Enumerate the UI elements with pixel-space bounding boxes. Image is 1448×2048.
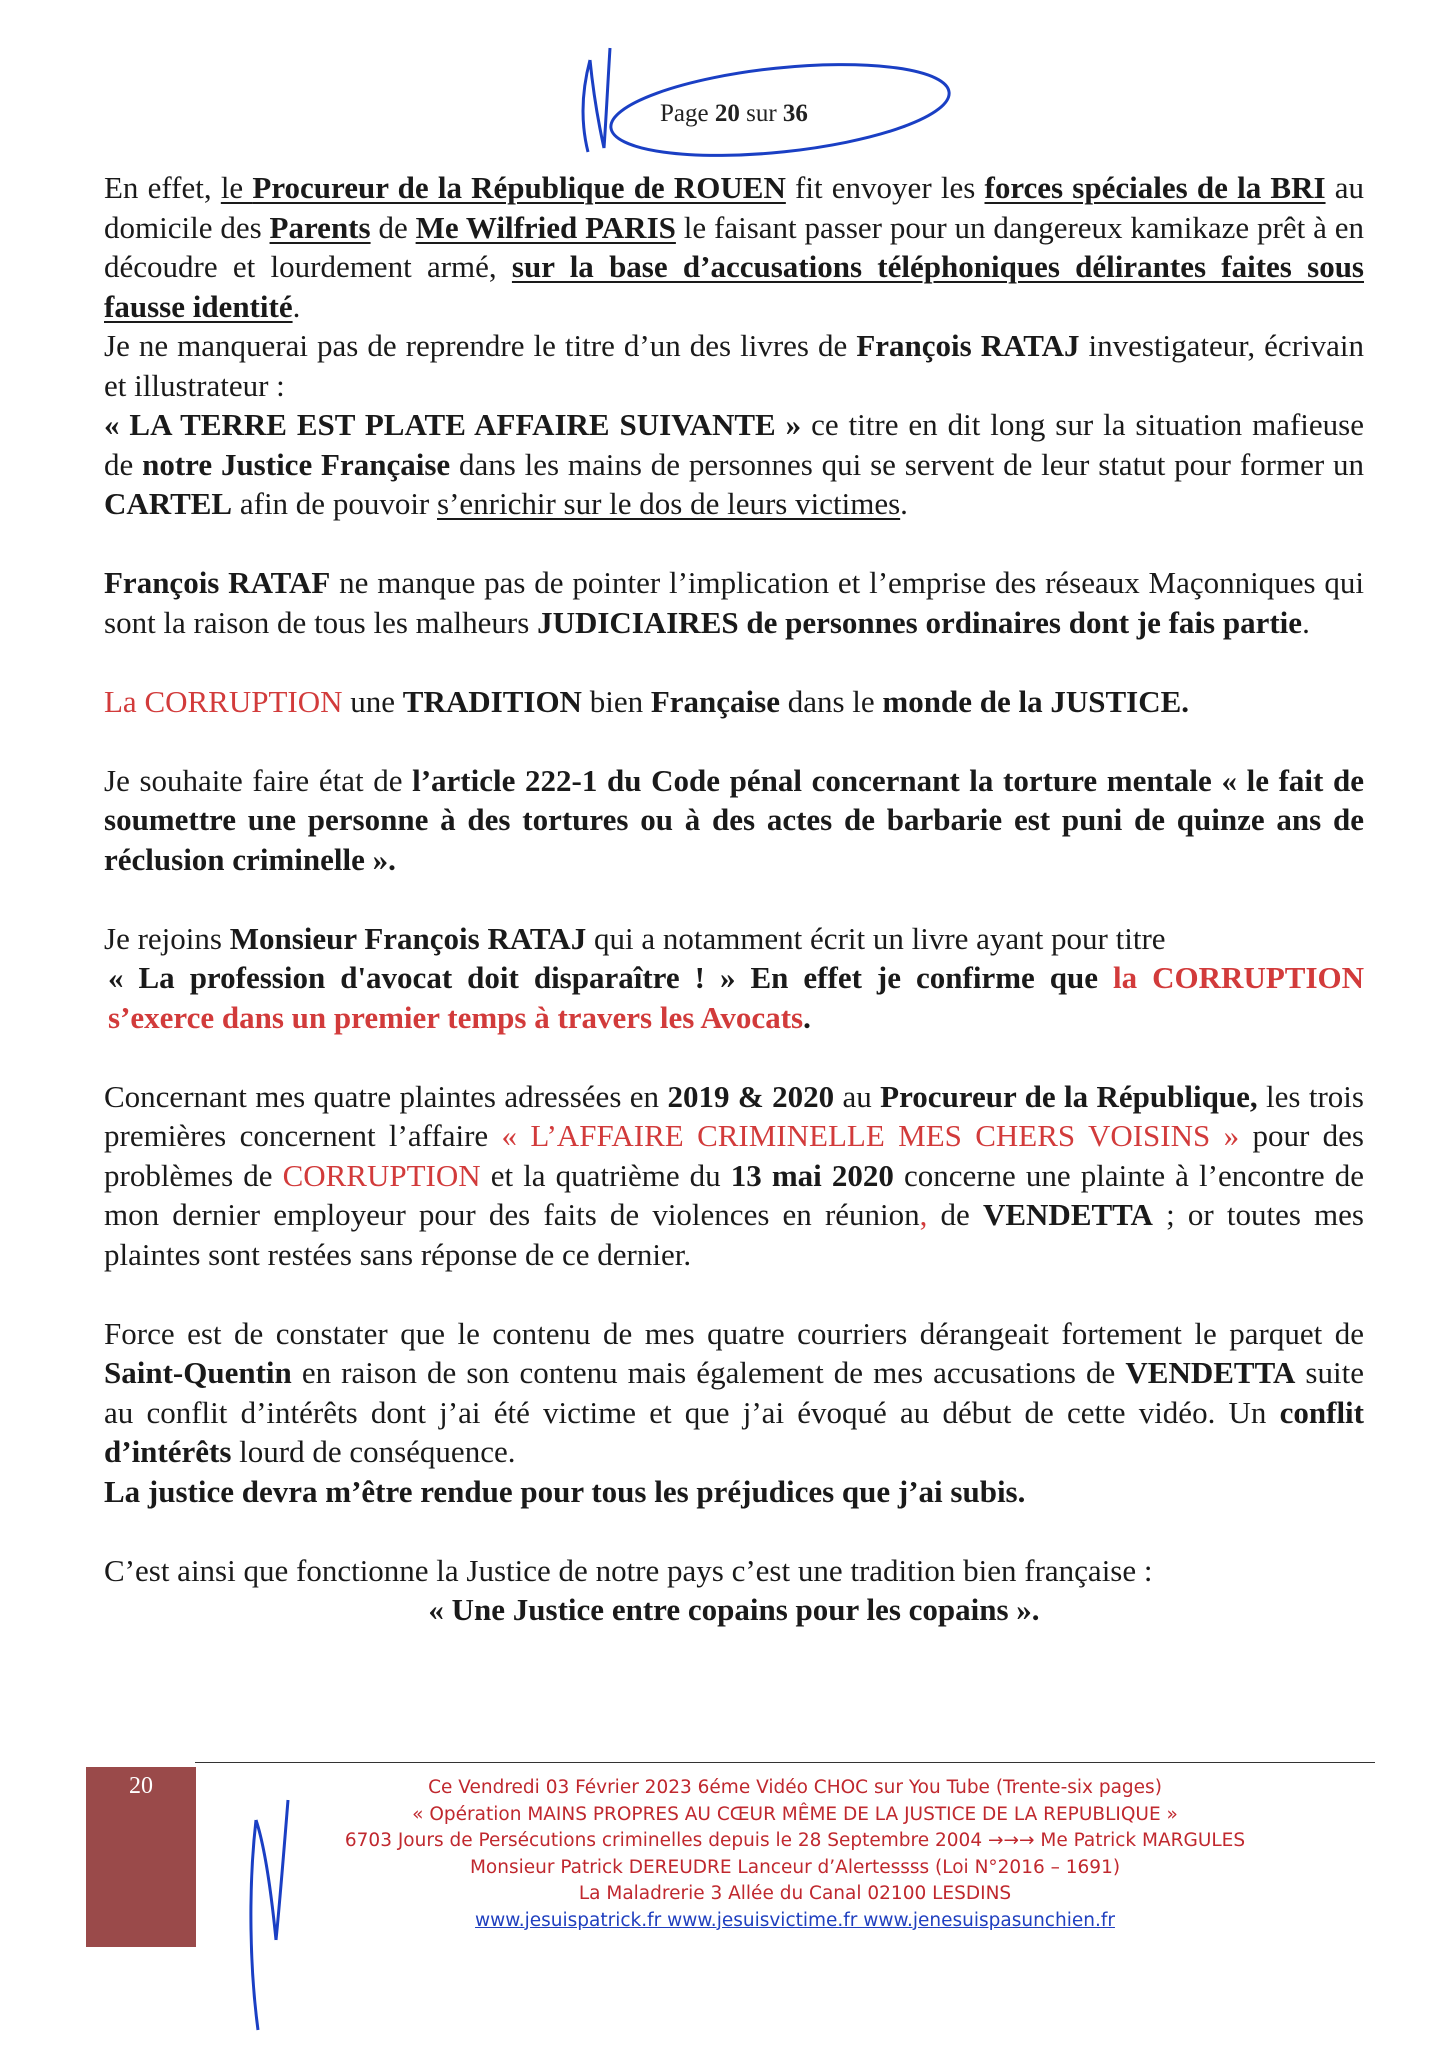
paragraph-5: La CORRUPTION une TRADITION bien Française dans le monde de la JUSTICE.: [104, 683, 1190, 719]
document-body: [104, 168, 1364, 1630]
footer-line-5: La Maladrerie 3 Allée du Canal 02100 LESDINS: [578, 1883, 1012, 1904]
paragraph-12: C’est ainsi que fonctionne la Justice de notre pays c’est une tradition bien française :: [104, 1552, 1153, 1588]
paragraph-10: Force est de constater que le contenu de mes quatre courriers dérangeait fortement le parquet de Saint-Quentin en raison de son contenu mais également de mes accusations de VENDETTA suite au conflit d’intérêts dont j’ai été victime et que j’ai évoqué au début de cette vidéo. Un conflit d’intérêts lourd de conséquence.: [104, 1315, 1364, 1469]
paragraph-8: « La profession d'avocat doit disparaître ! » En effet je confirme que la CORRUPTION s’exerce dans un premier temps à travers les Avocats.: [108, 960, 1365, 1035]
page-header: [560, 40, 980, 160]
paragraph-7: Je rejoins Monsieur François RATAJ qui a notamment écrit un livre ayant pour titre: [104, 920, 1166, 956]
footer-line-4: Monsieur Patrick DEREUDRE Lanceur d’Alertessss (Loi N°2016 – 1691): [469, 1856, 1121, 1878]
footer-page-number: 20: [129, 1773, 153, 1799]
paragraph-3: « LA TERRE EST PLATE AFFAIRE SUIVANTE » ce titre en dit long sur la situation mafieuse de notre Justice Française dans les mains de personnes qui se servent de leur statut pour former un CARTEL afin de pouvoir s’enrichir sur le dos de leurs victimes.: [104, 407, 1364, 521]
footer-line-2: « Opération MAINS PROPRES AU CŒUR MÊME DE LA JUSTICE DE LA REPUBLIQUE »: [412, 1803, 1178, 1825]
footer-line-1: Ce Vendredi 03 Février 2023 6éme Vidéo CHOC sur You Tube (Trente-six pages): [428, 1777, 1162, 1798]
paragraph-2: Je ne manquerai pas de reprendre le titre d’un des livres de François RATAJ investigateur, écrivain et illustrateur :: [104, 328, 1365, 403]
footer-line-3: 6703 Jours de Persécutions criminelles depuis le 28 Septembre 2004 →→→ Me Patrick MARGULES: [344, 1830, 1246, 1851]
footer-divider: [195, 1762, 1375, 1763]
footer-links[interactable]: www.jesuispatrick.fr www.jesuisvictime.fr www.jenesuispasunchien.fr: [475, 1909, 1115, 1931]
paragraph-1: En effet, le Procureur de la République de ROUEN fit envoyer les forces spéciales de la BRI au domicile des Parents de Me Wilfried PARIS le faisant passer pour un dangereux kamikaze prêt à en découdre et lourdement armé, sur la base d’accusations téléphoniques délirantes faites sous fausse identité.: [104, 170, 1365, 324]
paragraph-9: Concernant mes quatre plaintes adressées en 2019 & 2020 au Procureur de la République, les trois premières concernent l’affaire « L’AFFAIRE CRIMINELLE MES CHERS VOISINS » pour des problèmes de CORRUPTION et la quatrième du 13 mai 2020 concerne une plainte à l’encontre de mon dernier employeur pour des faits de violences en réunion, de VENDETTA ; or toutes mes plaintes sont restées sans réponse de ce dernier.: [104, 1078, 1365, 1272]
page-number: Page 20 sur 36: [660, 100, 808, 127]
closing-quote: « Une Justice entre copains pour les copains ».: [428, 1592, 1040, 1627]
paragraph-6: Je souhaite faire état de l’article 222-1 du Code pénal concernant la torture mentale « le fait de soumettre une personne à des tortures ou à des actes de barbarie est puni de quinze ans de réclusion criminelle ».: [104, 762, 1364, 877]
paragraph-4: François RATAF ne manque pas de pointer l’implication et l’emprise des réseaux Maçonniques qui sont la raison de tous les malheurs JUDICIAIRES de personnes ordinaires dont je fais partie.: [104, 565, 1364, 640]
paragraph-11: La justice devra m’être rendue pour tous les préjudices que j’ai subis.: [104, 1473, 1026, 1509]
footer-info: [215, 1775, 1375, 1934]
